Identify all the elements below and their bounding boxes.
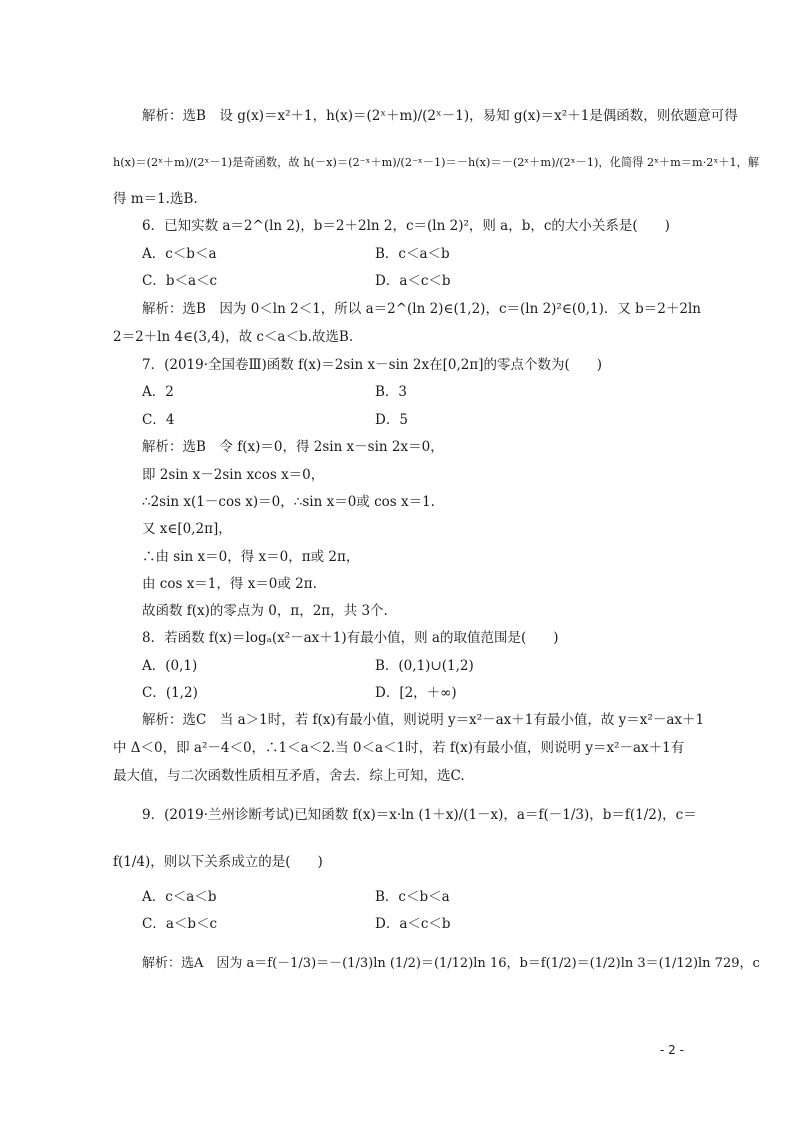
text-line: 2＝2＋ln 4∈(3,4)，故 c＜a＜b.故选B. <box>113 329 354 345</box>
text-line: 最大值，与二次函数性质相互矛盾，舍去．综上可知，选C. <box>113 768 465 784</box>
text-line: 中 Δ＜0，即 a²－4＜0，∴1＜a＜2.当 0＜a＜1时，若 f(x)有最小值，则说明 y＝x²－ax＋1有 <box>113 740 685 756</box>
option-b: B．c＜a＜b <box>375 246 450 262</box>
option-d: D．a＜c＜b <box>375 273 451 289</box>
text-line: h(x)＝(2ˣ＋m)/(2ˣ－1)是奇函数，故 h(－x)＝(2⁻ˣ＋m)/(2⁻ˣ－1)＝－h(x)＝－(2ˣ＋m)/(2ˣ－1)，化简得 2ˣ＋m＝m·2ˣ＋1，解 <box>113 156 760 169</box>
option-a: A．c＜a＜b <box>142 889 217 905</box>
text-line: ∴由 sin x＝0，得 x＝0，π或 2π， <box>142 549 360 565</box>
text-line: 由 cos x＝1，得 x＝0或 2π. <box>142 576 317 592</box>
text-line: 解析：选A 因为 a＝f(－1/3)＝－(1/3)ln (1/2)＝(1/12)ln 16，b＝f(1/2)＝(1/2)ln 3＝(1/12)ln 729，c <box>142 956 760 971</box>
text-line: 得 m＝1.选B. <box>113 191 198 207</box>
option-c: C．4 <box>142 412 175 428</box>
option-a: A．c＜b＜a <box>142 246 217 262</box>
text-line: ∴2sin x(1－cos x)＝0，∴sin x＝0或 cos x＝1. <box>142 494 435 510</box>
text-line: 即 2sin x－2sin xcos x＝0， <box>142 467 325 483</box>
text-line: 解析：选B 设 g(x)＝x²＋1，h(x)＝(2ˣ＋m)/(2ˣ－1)，易知 g(x)＝x²＋1是偶函数，则依题意可得 <box>142 108 738 124</box>
question-8: 8．若函数 f(x)＝logₐ(x²－ax＋1)有最小值，则 a的取值范围是( ) <box>142 630 559 646</box>
page-number: - 2 - <box>660 1043 684 1057</box>
text-line: 又 x∈[0,2π]， <box>142 521 232 537</box>
text-line: 解析：选C 当 a＞1时，若 f(x)有最小值，则说明 y＝x²－ax＋1有最小值，故 y＝x²－ax＋1 <box>142 712 705 728</box>
option-c: C．(1,2) <box>142 685 198 701</box>
option-d: D．a＜c＜b <box>375 916 451 932</box>
option-b: B．3 <box>375 384 408 400</box>
question-7: 7．(2019·全国卷Ⅲ)函数 f(x)＝2sin x－sin 2x在[0,2π]的零点个数为( ) <box>142 357 603 373</box>
text-line: 故函数 f(x)的零点为 0，π，2π，共 3个. <box>142 603 388 619</box>
question-9: 9．(2019·兰州诊断考试)已知函数 f(x)＝x·ln (1＋x)/(1－x)，a＝f(－1/3)，b＝f(1/2)，c＝ <box>142 807 697 823</box>
text-line: 解析：选B 因为 0＜ln 2＜1，所以 a＝2^(ln 2)∈(1,2)，c＝(ln 2)²∈(0,1)．又 b＝2＋2ln <box>142 301 701 317</box>
text-line: f(1/4)，则以下关系成立的是( ) <box>113 854 323 870</box>
option-a: A．(0,1) <box>142 658 198 674</box>
option-a: A．2 <box>142 384 174 400</box>
question-6: 6．已知实数 a＝2^(ln 2)，b＝2＋2ln 2，c＝(ln 2)²，则 a，b，c的大小关系是( ) <box>142 218 670 234</box>
text-line: 解析：选B 令 f(x)＝0，得 2sin x－sin 2x＝0， <box>142 439 444 455</box>
option-c: C．a＜b＜c <box>142 916 218 932</box>
option-b: B．(0,1)∪(1,2) <box>375 658 474 674</box>
option-d: D．[2，＋∞) <box>375 685 457 701</box>
option-b: B．c＜b＜a <box>375 889 450 905</box>
option-d: D．5 <box>375 412 408 428</box>
option-c: C．b＜a＜c <box>142 273 218 289</box>
